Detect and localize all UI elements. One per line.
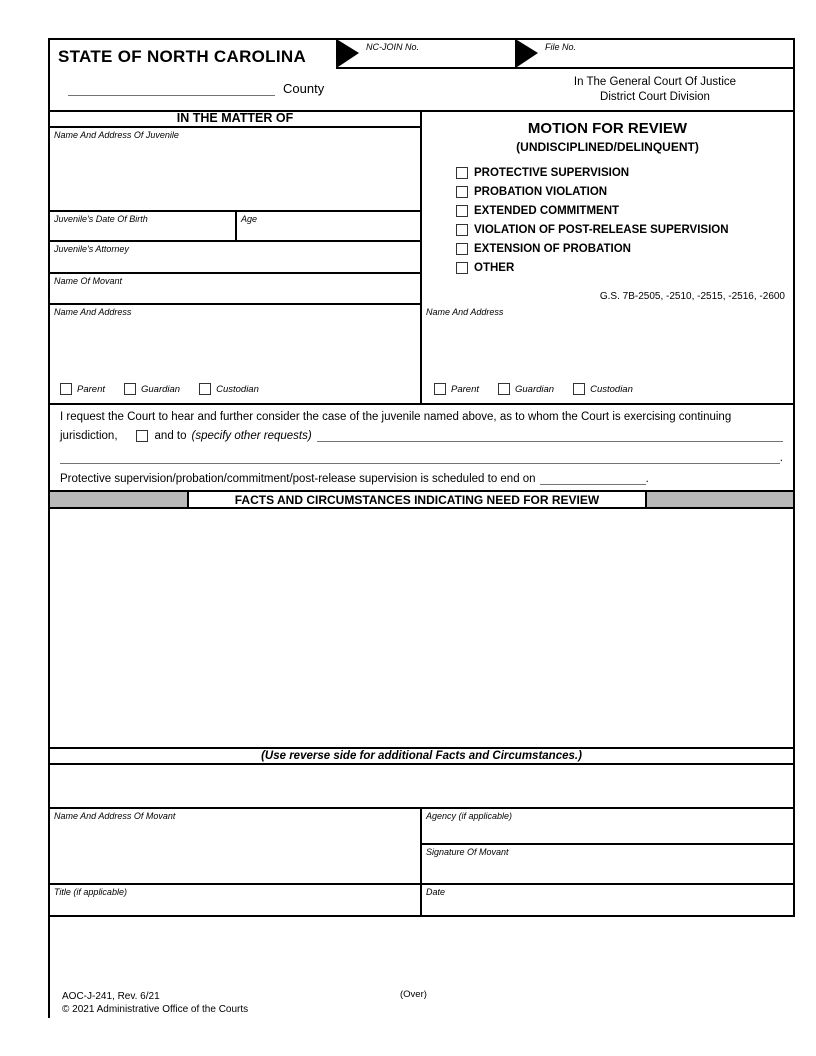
fileno-cell[interactable] [515, 40, 793, 69]
motion-option-label: PROTECTIVE SUPERVISION [474, 167, 630, 179]
parent-checkbox[interactable] [434, 383, 446, 395]
parent-checkbox[interactable] [60, 383, 72, 395]
other-requests-checkbox[interactable] [136, 430, 148, 442]
relationship-item [199, 383, 259, 395]
extension-probation-checkbox[interactable] [456, 243, 468, 255]
ncjoin-label: NC-JOIN No. [366, 42, 420, 52]
signature-cell[interactable] [422, 845, 793, 883]
supervision-end-text: Protective supervision/probation/commitment/post-release supervision is scheduled to end on [60, 473, 536, 485]
relationship-item [573, 383, 633, 395]
protective-supervision-checkbox[interactable] [456, 167, 468, 179]
guardian-checkbox[interactable] [498, 383, 510, 395]
age-cell[interactable] [237, 212, 422, 242]
extended-commitment-checkbox[interactable] [456, 205, 468, 217]
post-release-violation-checkbox[interactable] [456, 224, 468, 236]
request-line-1: I request the Court to hear and further consider the case of the juvenile named above, as to whom the Court is exercising continuing [60, 411, 732, 423]
guardian-label: Guardian [515, 383, 555, 395]
guardian-checkbox[interactable] [124, 383, 136, 395]
in-the-matter-of-header: IN THE MATTER OF [50, 110, 422, 128]
over-note: (Over) [400, 989, 427, 1000]
custodian-label: Custodian [590, 383, 633, 395]
period-text: . [645, 473, 649, 485]
juvenile-dob-label: Juvenile's Date Of Birth [54, 214, 148, 224]
court-division-line: District Court Division [600, 90, 710, 103]
court-division-text [517, 75, 793, 104]
request-line-2 [60, 430, 783, 442]
motion-subtitle: (UNDISCIPLINED/DELINQUENT) [516, 140, 699, 154]
motion-option [456, 224, 793, 237]
period-text: . [779, 452, 783, 464]
title-cell[interactable] [50, 883, 422, 917]
ncjoin-cell[interactable] [336, 40, 515, 69]
end-date-blank[interactable] [540, 473, 646, 485]
copyright: © 2021 Administrative Office of the Courts [62, 1004, 249, 1015]
county-label: County [283, 81, 325, 96]
motion-option [456, 262, 793, 275]
motion-for-review-form [48, 38, 795, 1048]
motion-type-section [422, 110, 793, 305]
other-checkbox[interactable] [456, 262, 468, 274]
respondent2-address-cell[interactable] [422, 305, 793, 405]
guardian-label: Guardian [141, 383, 181, 395]
left-border-extension [48, 917, 50, 1018]
motion-option-label: PROBATION VIOLATION [474, 186, 608, 198]
form-main-border [48, 38, 795, 917]
age-label: Age [241, 214, 258, 224]
court-justice-line: In The General Court Of Justice [573, 76, 737, 88]
jurisdiction-text: jurisdiction, [60, 430, 118, 442]
motion-options-list [456, 167, 793, 275]
respondent2-relationship-row [434, 383, 652, 395]
motion-option [456, 186, 793, 199]
date-cell[interactable] [422, 883, 793, 917]
movant-name-cell[interactable] [50, 274, 422, 305]
relationship-item [434, 383, 479, 395]
juvenile-dob-cell[interactable] [50, 212, 237, 242]
juvenile-name-address-cell[interactable] [50, 128, 422, 212]
movant-address-label: Name And Address Of Movant [54, 811, 176, 821]
motion-option [456, 205, 793, 218]
continuation-blank[interactable] [60, 452, 780, 464]
motion-option [456, 167, 793, 180]
request-line-3 [60, 452, 783, 464]
relationship-item [124, 383, 180, 395]
juvenile-attorney-cell[interactable] [50, 242, 422, 274]
motion-option-label: VIOLATION OF POST-RELEASE SUPERVISION [474, 224, 729, 236]
statute-citation: G.S. 7B-2505, -2510, -2515, -2516, -2600 [599, 291, 785, 302]
arrow-right-icon [338, 40, 359, 67]
fileno-label: File No. [545, 42, 577, 52]
reverse-side-note: (Use reverse side for additional Facts and Circumstances.) [50, 747, 793, 765]
facts-entry-area[interactable] [50, 509, 793, 747]
juvenile-name-address-label: Name And Address Of Juvenile [54, 130, 179, 140]
custodian-checkbox[interactable] [199, 383, 211, 395]
custodian-label: Custodian [216, 383, 259, 395]
motion-option [456, 243, 793, 256]
respondent2-address-label: Name And Address [426, 307, 504, 317]
motion-option-label: OTHER [474, 262, 515, 274]
form-number: AOC-J-241, Rev. 6/21 [62, 991, 160, 1002]
specify-requests-blank[interactable] [317, 430, 783, 442]
request-line-4 [60, 473, 783, 485]
movant-name-label: Name Of Movant [54, 276, 123, 286]
custodian-checkbox[interactable] [573, 383, 585, 395]
facts-header-bar [50, 490, 793, 509]
state-title: STATE OF NORTH CAROLINA [58, 47, 307, 66]
probation-violation-checkbox[interactable] [456, 186, 468, 198]
date-label: Date [426, 887, 446, 897]
parent-label: Parent [451, 383, 479, 395]
file-number-boxes [336, 40, 793, 69]
facts-header: FACTS AND CIRCUMSTANCES INDICATING NEED FOR REVIEW [187, 490, 647, 509]
respondent1-relationship-row [60, 383, 278, 395]
juvenile-attorney-label: Juvenile's Attorney [54, 244, 129, 254]
arrow-right-icon [517, 40, 538, 67]
agency-cell[interactable] [422, 807, 793, 845]
and-to-text: and to [154, 430, 187, 442]
title-label: Title (if applicable) [54, 887, 127, 897]
respondent1-address-label: Name And Address [54, 307, 132, 317]
county-blank[interactable] [68, 84, 275, 96]
motion-title: MOTION FOR REVIEW [527, 120, 688, 137]
request-section [50, 405, 793, 490]
movant-address-cell[interactable] [50, 807, 422, 883]
relationship-item [60, 383, 105, 395]
specify-requests-label: (specify other requests) [191, 430, 312, 442]
relationship-item [498, 383, 554, 395]
county-row [60, 82, 324, 96]
parent-label: Parent [77, 383, 105, 395]
motion-option-label: EXTENDED COMMITMENT [474, 205, 620, 217]
motion-option-label: EXTENSION OF PROBATION [474, 243, 631, 255]
agency-label: Agency (if applicable) [426, 811, 513, 821]
signature-label: Signature Of Movant [426, 847, 509, 857]
respondent1-address-cell[interactable] [50, 305, 422, 405]
